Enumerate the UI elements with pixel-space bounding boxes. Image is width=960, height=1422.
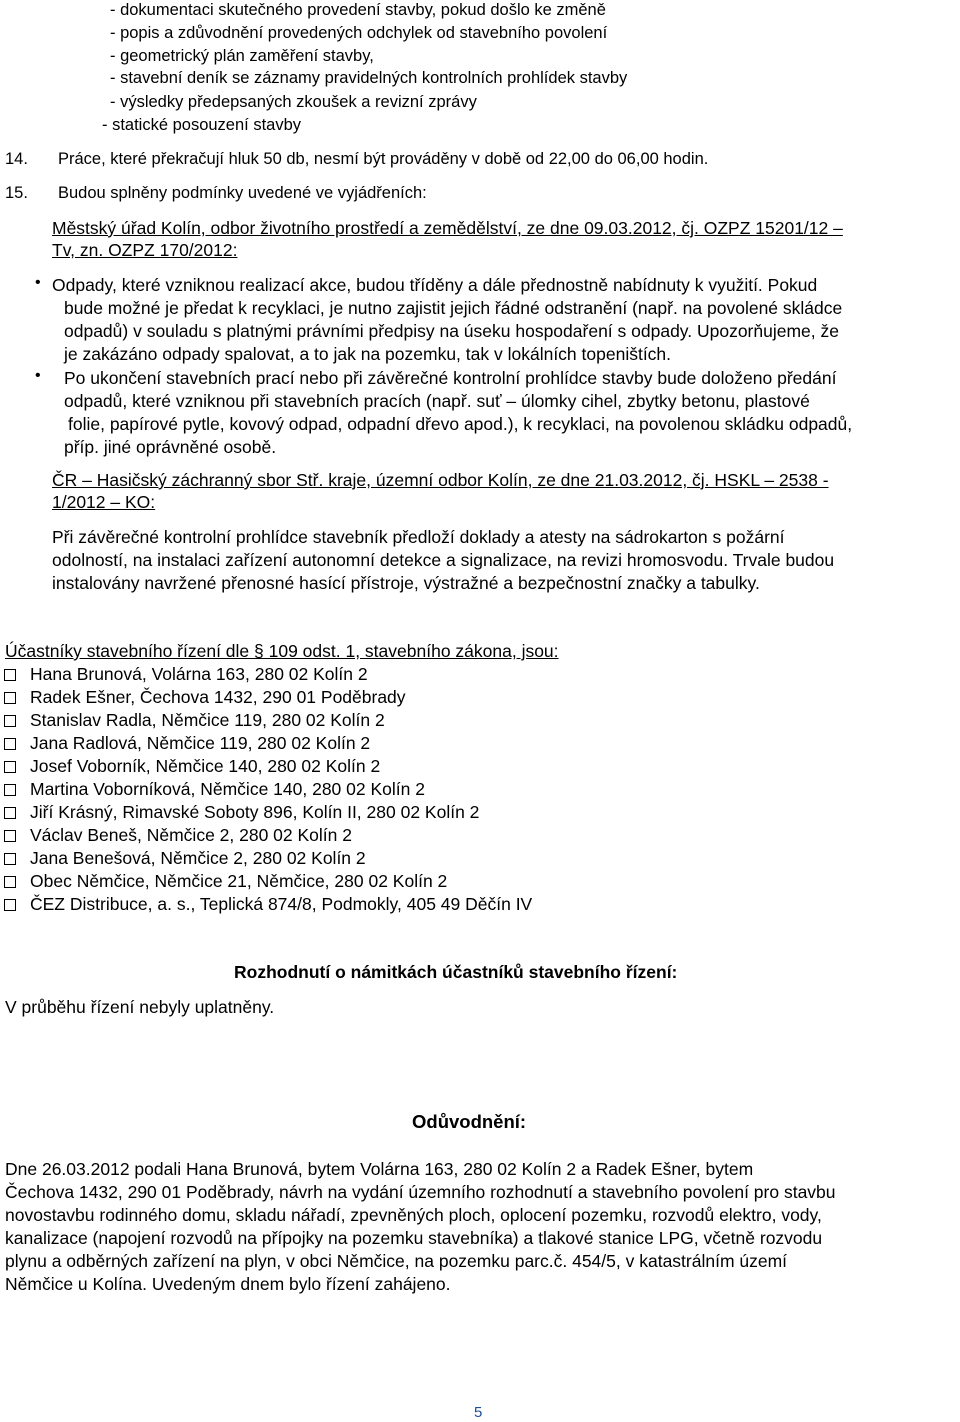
page-number: 5 [474,1404,483,1421]
party-item: Josef Voborník, Němčice 140, 280 02 Kolín 2 [30,756,381,776]
bullet-2-line: Po ukončení stavebních prací nebo při závěrečné kontrolní prohlídce stavby bude doloženo předání [64,368,837,388]
bullet-icon: • [35,274,41,291]
item-14-number: 14. [5,150,28,168]
paragraph-line: novostavbu rodinného domu, skladu nářadí, zpevněných ploch, oplocení pozemku, rozvodů elektro, vody, [5,1205,822,1225]
list-item: - geometrický plán zaměření stavby, [110,47,374,65]
bullet-icon: • [35,367,41,384]
checkbox-icon [4,738,16,750]
paragraph-line: odolností, na instalaci zařízení autonomní detekce a signalizace, na revizi hromosvodu. Trvale budou [52,550,835,570]
bullet-1-line: je zakázáno odpady spalovat, a to jak na pozemku, tak v lokálních topeništích. [64,344,672,364]
checkbox-icon [4,784,16,796]
checkbox-icon [4,899,16,911]
paragraph-line: kanalizace (napojení rozvodů na přípojky na pozemku stavebníka) a tlakové stanice LPG, včetně rozvodu [5,1228,823,1248]
party-item: Stanislav Radla, Němčice 119, 280 02 Kolín 2 [30,710,385,730]
item-14-text: Práce, které překračují hluk 50 db, nesmí být prováděny v době od 22,00 do 06,00 hodin. [58,150,709,168]
party-item: Obec Němčice, Němčice 21, Němčice, 280 02 Kolín 2 [30,871,448,891]
party-item: Jana Benešová, Němčice 2, 280 02 Kolín 2 [30,848,366,868]
bullet-2-line: odpadů, které vzniknou při stavebních pracích (např. suť – úlomky cihel, zbytky betonu, plastové [64,391,810,411]
party-item: Václav Beneš, Němčice 2, 280 02 Kolín 2 [30,825,352,845]
party-item: Hana Brunová, Volárna 163, 280 02 Kolín 2 [30,664,368,684]
list-item: - popis a zdůvodnění provedených odchylek od stavebního povolení [110,24,608,42]
paragraph-line: Čechova 1432, 290 01 Poděbrady, návrh na vydání územního rozhodnutí a stavebního povolení pro stavbu [5,1182,836,1202]
bullet-2-line: příp. jiné oprávněné osobě. [64,437,277,457]
authority-header-line-1: ČR – Hasičský záchranný sbor Stř. kraje, územní odbor Kolín, ze dne 21.03.2012, čj. HSKL – 2538 - [52,470,829,490]
party-item: Jana Radlová, Němčice 119, 280 02 Kolín 2 [30,733,371,753]
parties-heading: Účastníky stavebního řízení dle § 109 odst. 1, stavebního zákona, jsou: [5,641,559,661]
list-item: - výsledky předepsaných zkoušek a revizní zprávy [110,93,477,111]
paragraph-line: Při závěrečné kontrolní prohlídce stavebník předloží doklady a atesty na sádrokarton s požární [52,527,785,547]
list-item: - stavební deník se záznamy pravidelných kontrolních prohlídek stavby [110,69,628,87]
list-item: - dokumentaci skutečného provedení stavby, pokud došlo ke změně [110,1,606,19]
bullet-1-line: odpadů) v souladu s platnými právními předpisy na úseku hospodaření s odpady. Upozorňujeme, že [64,321,839,341]
party-item: ČEZ Distribuce, a. s., Teplická 874/8, Podmokly, 405 49 Děčín IV [30,894,533,914]
checkbox-icon [4,853,16,865]
checkbox-icon [4,715,16,727]
party-item: Jiří Krásný, Rimavské Soboty 896, Kolín II, 280 02 Kolín 2 [30,802,480,822]
checkbox-icon [4,876,16,888]
list-item: - statické posouzení stavby [102,116,302,134]
item-15-text: Budou splněny podmínky uvedené ve vyjádřeních: [58,184,427,202]
paragraph-line: plynu a odběrných zařízení na plyn, v obci Němčice, na pozemku parc.č. 454/5, v katastrálním území [5,1251,788,1271]
checkbox-icon [4,807,16,819]
party-item: Martina Voborníková, Němčice 140, 280 02 Kolín 2 [30,779,425,799]
bullet-2-line: folie, papírové pytle, kovový odpad, odpadní dřevo apod.), k recyklaci, na povolenou skládku odpadů, [68,414,853,434]
paragraph-line: instalovány navržené přenosné hasící přístroje, výstražné a bezpečnostní značky a tabulky. [52,573,760,593]
authority-header-line-2: Tv, zn. OZPZ 170/2012: [52,240,238,260]
authority-header-line-2: 1/2012 – KO: [52,492,156,512]
bullet-1-line: Odpady, které vzniknou realizací akce, budou tříděny a dále přednostně nabídnuty k využití. Pokud [52,275,818,295]
checkbox-icon [4,761,16,773]
checkbox-icon [4,669,16,681]
objections-heading: Rozhodnutí o námitkách účastníků stavebního řízení: [234,962,678,982]
checkbox-icon [4,692,16,704]
party-item: Radek Ešner, Čechova 1432, 290 01 Poděbrady [30,687,406,707]
reasoning-heading: Odůvodnění: [412,1111,527,1132]
item-15-number: 15. [5,184,28,202]
checkbox-icon [4,830,16,842]
paragraph-line: Dne 26.03.2012 podali Hana Brunová, bytem Volárna 163, 280 02 Kolín 2 a Radek Ešner, bytem [5,1159,754,1179]
objections-text: V průběhu řízení nebyly uplatněny. [5,997,275,1017]
bullet-1-line: bude možné je předat k recyklaci, je nutno zajistit jejich řádné odstranění (např. na povolené skládce [64,298,843,318]
authority-header-line-1: Městský úřad Kolín, odbor životního prostředí a zemědělství, ze dne 09.03.2012, čj. OZPZ 15201/12 – [52,218,843,238]
paragraph-line: Němčice u Kolína. Uvedeným dnem bylo řízení zahájeno. [5,1274,451,1294]
